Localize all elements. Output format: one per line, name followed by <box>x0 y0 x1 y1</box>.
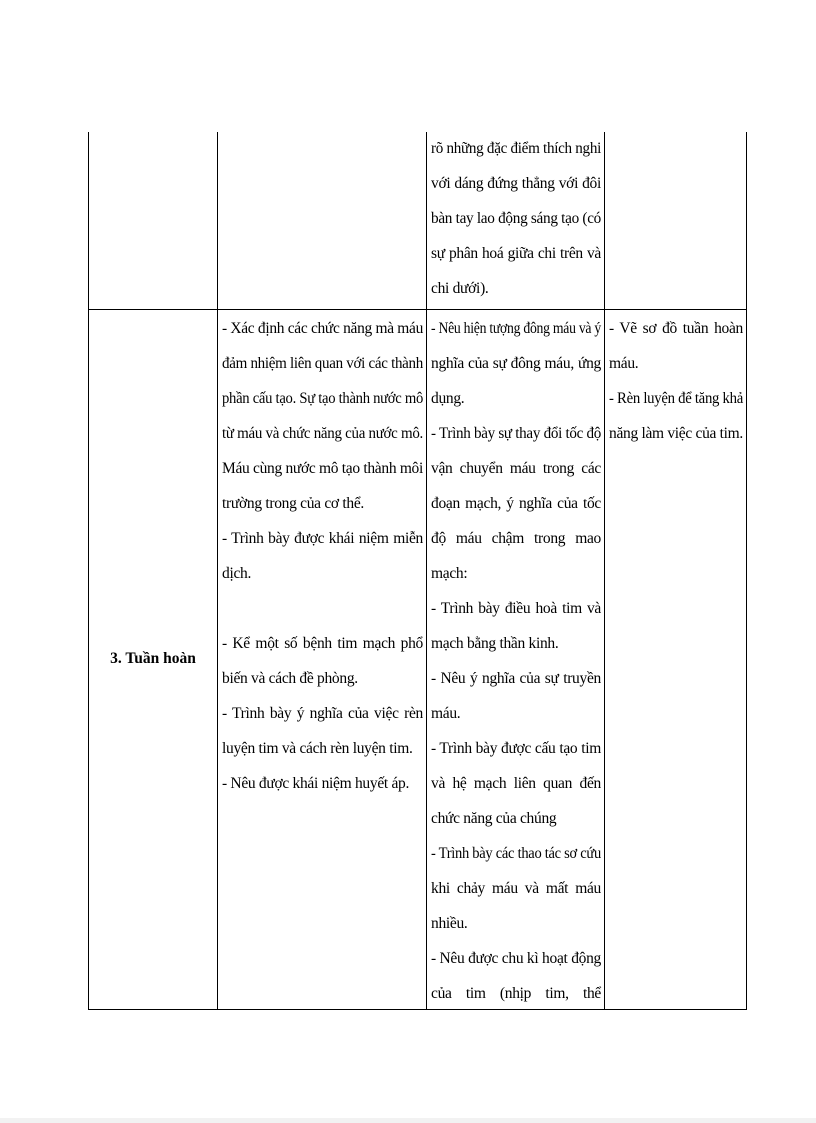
text-line: rõ những đặc điểm thích nghi <box>431 140 601 157</box>
text-line: biến và cách đề phòng. <box>222 670 358 687</box>
text-line: - Nêu hiện tượng đông máu và ý <box>431 320 601 337</box>
text-line: - Nêu được chu kì hoạt động <box>431 950 601 967</box>
topic-title: 3. Tuần hoàn <box>110 650 196 667</box>
text-line: mạch: <box>431 565 468 582</box>
text-line: đảm nhiệm liên quan với các thành <box>222 355 423 372</box>
text-line: trường trong của cơ thể. <box>222 495 364 512</box>
text-line: dụng. <box>431 390 465 407</box>
table-border-left <box>88 132 89 1010</box>
text-line: - Nêu được khái niệm huyết áp. <box>222 775 410 792</box>
text-line: - Trình bày sự thay đổi tốc độ <box>431 425 601 442</box>
text-line: với dáng đứng thẳng với đôi <box>431 175 601 192</box>
text-line: dịch. <box>222 565 252 582</box>
text-line: năng làm việc của tim. <box>609 425 743 442</box>
row-separator <box>88 309 747 310</box>
text-line: chức năng của chúng <box>431 810 557 827</box>
cell-understanding <box>431 311 601 1011</box>
text-line: sự phân hoá giữa chi trên và <box>431 245 601 262</box>
cell-knowledge <box>222 311 423 801</box>
text-line: - Trình bày điều hoà tim và <box>431 600 601 617</box>
text-line: từ máu và chức năng của nước mô. <box>222 425 423 442</box>
text-line: Máu cùng nước mô tạo thành môi <box>222 460 423 477</box>
table-border-right <box>746 132 747 1010</box>
text-line: - Nêu ý nghĩa của sự truyền <box>431 670 601 687</box>
text-line: - Vẽ sơ đồ tuần hoàn <box>609 320 743 337</box>
table-divider-3 <box>604 132 605 1010</box>
text-line: khi chảy máu và mất máu <box>431 880 601 897</box>
blank-line <box>222 591 423 626</box>
cell-continued-requirements <box>431 131 601 306</box>
text-line: độ máu chậm trong mao <box>431 530 601 547</box>
text-line: chi dưới). <box>431 280 489 297</box>
text-line: bàn tay lao động sáng tạo (có <box>431 210 601 227</box>
table-border-bottom <box>88 1009 747 1010</box>
cell-skills <box>609 311 743 451</box>
text-line: nhiều. <box>431 915 468 932</box>
text-line: phần cấu tạo. Sự tạo thành nước mô <box>222 390 423 407</box>
page-bottom-edge <box>0 1118 816 1123</box>
text-line: - Trình bày các thao tác sơ cứu <box>431 845 601 862</box>
text-line: nghĩa của sự đông máu, ứng <box>431 355 601 372</box>
text-line: - Kể một số bệnh tim mạch phổ <box>222 635 423 652</box>
text-line: và hệ mạch liên quan đến <box>431 775 601 792</box>
table-divider-2 <box>426 132 427 1010</box>
text-line: - Trình bày ý nghĩa của việc rèn <box>222 705 423 722</box>
text-line: - Rèn luyện để tăng khả <box>609 390 743 407</box>
text-line: - Trình bày được cấu tạo tim <box>431 740 601 757</box>
text-line: máu. <box>431 705 461 722</box>
text-line: mạch bằng thần kinh. <box>431 635 559 652</box>
text-line: - Trình bày được khái niệm miễn <box>222 530 423 547</box>
text-line: của tim (nhịp tim, thể <box>431 985 601 1002</box>
table-divider-1 <box>217 132 218 1010</box>
text-line: - Xác định các chức năng mà máu <box>222 320 423 337</box>
text-line: luyện tim và cách rèn luyện tim. <box>222 740 413 757</box>
text-line: vận chuyển máu trong các <box>431 460 601 477</box>
text-line: đoạn mạch, ý nghĩa của tốc <box>431 495 601 512</box>
text-line: máu. <box>609 355 639 372</box>
